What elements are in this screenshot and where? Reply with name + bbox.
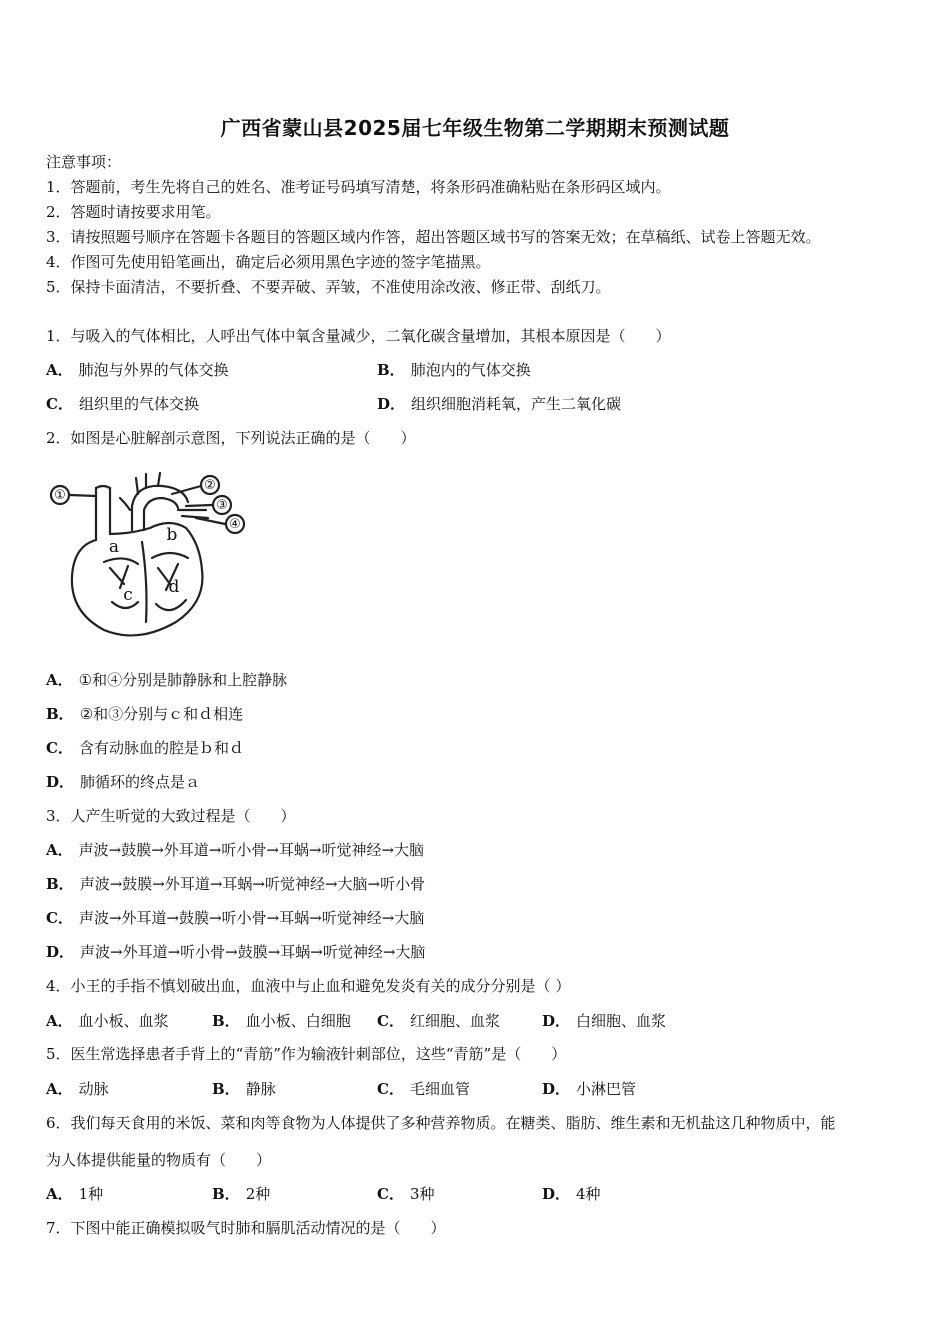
question-stem-6-cont: 为人体提供能量的物质有（ ） — [46, 1151, 272, 1169]
option-text: 3种 — [409, 1185, 435, 1203]
option-text: 1种 — [78, 1185, 104, 1203]
option-label: B． — [212, 1185, 240, 1203]
option-label: C． — [377, 1012, 404, 1030]
option-label: C． — [377, 1185, 404, 1203]
option-b — [212, 1184, 270, 1204]
notice-item: 3．请按照题号顺序在答题卡各题目的答题区域内作答，超出答题区域书写的答案无效；在草稿纸、试卷上答题无效。 — [46, 228, 821, 246]
question-stem-3: 3．人产生听觉的大致过程是（ ） — [46, 807, 296, 825]
option-a — [46, 1184, 103, 1204]
option-label: B． — [212, 1080, 240, 1098]
option-text: 动脉 — [78, 1080, 109, 1098]
option-text: 小淋巴管 — [576, 1080, 637, 1098]
notice-item: 4．作图可先使用铅笔画出，确定后必须用黑色字迹的签字笔描黑。 — [46, 253, 491, 271]
option-text: 组织细胞消耗氧，产生二氧化碳 — [411, 395, 622, 413]
option-b — [377, 360, 531, 380]
question-stem-5: 5．医生常选择患者手背上的“青筋”作为输液针刺部位，这些“青筋”是（ ） — [46, 1045, 567, 1063]
option-d — [542, 1184, 601, 1204]
option-text: 组织里的气体交换 — [78, 395, 199, 413]
option-c — [377, 1011, 500, 1031]
option-label: A． — [46, 361, 73, 379]
option-d — [377, 394, 621, 414]
option-label: A． — [46, 841, 73, 859]
option-d — [46, 942, 425, 962]
option-b — [212, 1011, 351, 1031]
option-text: ②和③分别与ｃ和ｄ相连 — [79, 705, 244, 723]
option-label: D． — [542, 1012, 571, 1030]
option-text: 白细胞、血浆 — [576, 1012, 667, 1030]
figure-label: a — [108, 537, 120, 557]
option-text: 4种 — [576, 1185, 601, 1203]
notice-heading: 注意事项： — [46, 153, 122, 171]
option-d — [542, 1011, 666, 1031]
option-d — [46, 772, 200, 792]
option-a — [46, 840, 424, 860]
option-label: C． — [377, 1080, 404, 1098]
option-label: C． — [46, 739, 73, 757]
option-text: 肺循环的终点是ａ — [80, 773, 201, 791]
notice-item: 5．保持卡面清洁，不要折叠、不要弄破、弄皱，不准使用涂改液、修正带、刮纸刀。 — [46, 278, 611, 296]
option-text: 红细胞、血浆 — [409, 1012, 500, 1030]
option-label: D． — [542, 1080, 571, 1098]
option-label: C． — [46, 395, 73, 413]
option-text: 含有动脉血的腔是ｂ和ｄ — [78, 739, 244, 757]
option-text: 毛细血管 — [409, 1080, 470, 1098]
option-label: A． — [46, 671, 73, 689]
option-c — [46, 738, 244, 758]
option-d — [542, 1079, 636, 1099]
notice-item: 1．答题前，考生先将自己的姓名、准考证号码填写清楚，将条形码准确粘贴在条形码区域内。 — [46, 178, 671, 196]
option-label: B． — [46, 705, 74, 723]
figure-label: c — [123, 585, 133, 605]
option-b — [46, 874, 425, 894]
option-label: C． — [46, 909, 73, 927]
option-text: 声波→外耳道→听小骨→鼓膜→耳蜗→听觉神经→大脑 — [80, 943, 426, 961]
figure-label: d — [168, 577, 180, 597]
notice-item: 2．答题时请按要求用笔。 — [46, 203, 221, 221]
option-c — [46, 908, 424, 928]
option-label: B． — [212, 1012, 240, 1030]
option-text: 2种 — [245, 1185, 271, 1203]
option-text: 声波→鼓膜→外耳道→听小骨→耳蜗→听觉神经→大脑 — [78, 841, 425, 859]
option-b — [46, 704, 243, 724]
option-a — [46, 1079, 109, 1099]
option-label: D． — [542, 1185, 571, 1203]
figure-label: b — [166, 525, 178, 545]
figure-label: ④ — [229, 517, 241, 532]
option-label: D． — [46, 943, 75, 961]
option-text: 声波→鼓膜→外耳道→耳蜗→听觉神经→大脑→听小骨 — [79, 875, 426, 893]
figure-label: ③ — [216, 498, 228, 513]
option-text: 血小板、白细胞 — [245, 1012, 351, 1030]
option-label: A． — [46, 1080, 73, 1098]
option-text: ①和④分别是肺静脉和上腔静脉 — [78, 671, 288, 689]
option-label: B． — [46, 875, 74, 893]
option-text: 肺泡内的气体交换 — [410, 361, 531, 379]
figure-label: ② — [204, 478, 216, 493]
option-a — [46, 670, 287, 690]
option-c — [377, 1184, 435, 1204]
question-stem-2: 2．如图是心脏解剖示意图，下列说法正确的是（ ） — [46, 429, 416, 447]
option-b — [212, 1079, 276, 1099]
question-stem-4: 4．小王的手指不慎划破出血，血液中与止血和避免发炎有关的成分分别是（ ） — [46, 977, 571, 995]
option-a — [46, 1011, 169, 1031]
question-stem-6: 6．我们每天食用的米饭、菜和肉等食物为人体提供了多种营养物质。在糖类、脂肪、维生素和无机盐这几种物质中，能 — [46, 1114, 836, 1132]
option-label: B． — [377, 361, 405, 379]
option-label: A． — [46, 1185, 73, 1203]
option-text: 声波→外耳道→鼓膜→听小骨→耳蜗→听觉神经→大脑 — [78, 909, 425, 927]
option-label: D． — [46, 773, 75, 791]
option-label: D． — [377, 395, 406, 413]
option-text: 血小板、血浆 — [78, 1012, 169, 1030]
question-stem-1: 1．与吸入的气体相比，人呼出气体中氧含量减少，二氧化碳含量增加，其根本原因是（ ） — [46, 327, 671, 345]
page-title: 广西省蒙山县2025届七年级生物第二学期期末预测试题 — [220, 116, 730, 140]
option-text: 肺泡与外界的气体交换 — [78, 361, 229, 379]
heart-diagram-figure — [46, 472, 251, 644]
option-c — [377, 1079, 470, 1099]
figure-label: ① — [54, 488, 66, 503]
option-c — [46, 394, 199, 414]
option-text: 静脉 — [245, 1080, 276, 1098]
option-a — [46, 360, 229, 380]
question-stem-7: 7．下图中能正确模拟吸气时肺和膈肌活动情况的是（ ） — [46, 1219, 446, 1237]
option-label: A． — [46, 1012, 73, 1030]
